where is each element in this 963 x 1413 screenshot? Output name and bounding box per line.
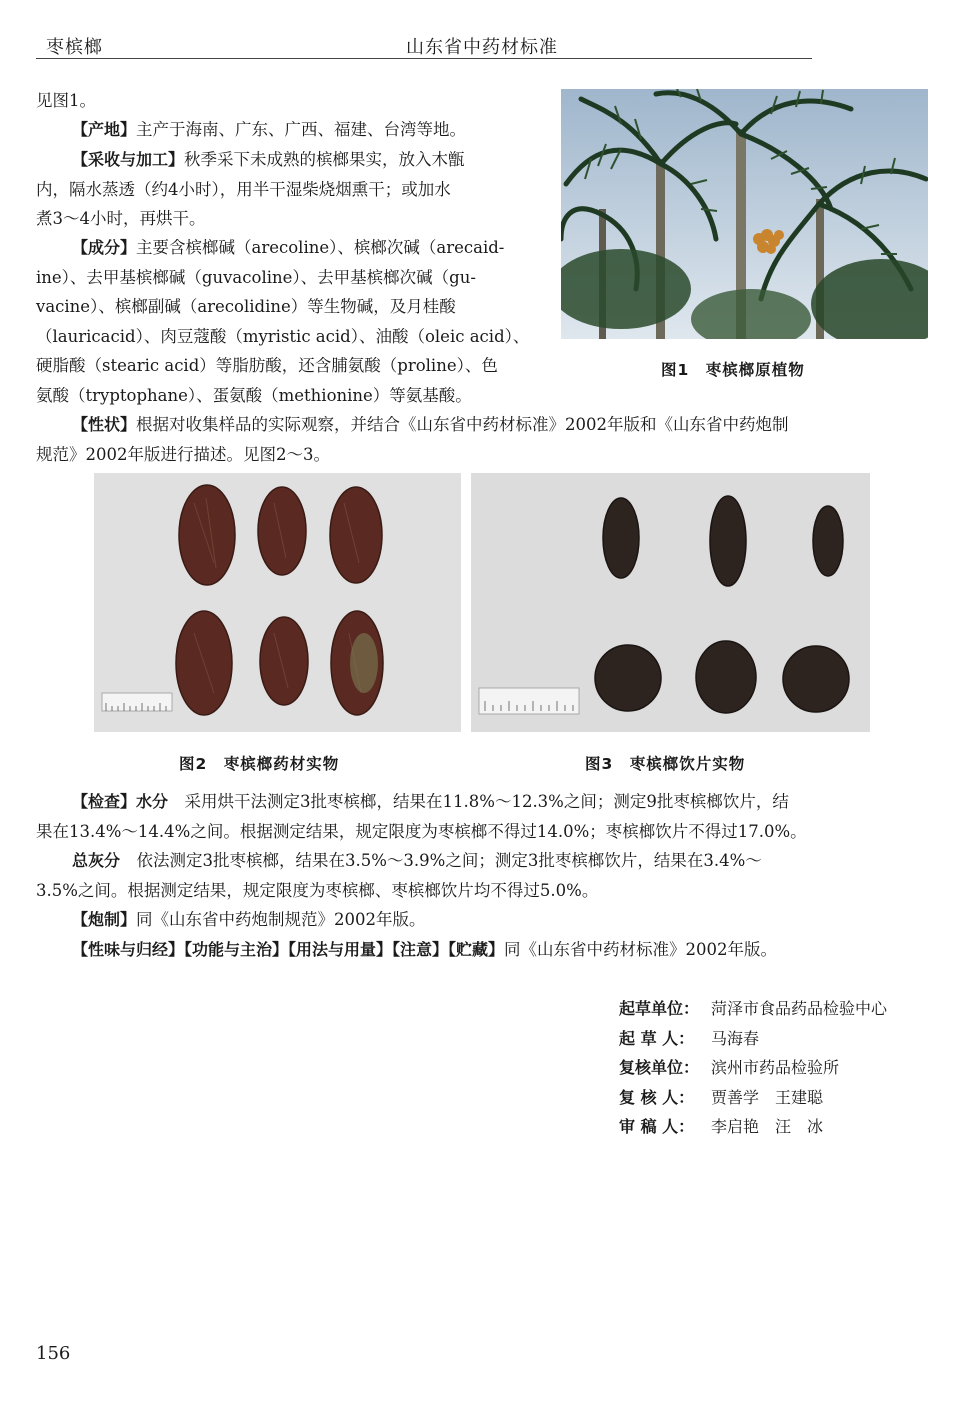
header-rule <box>36 58 812 59</box>
properties-tag: 【性状】 <box>72 415 137 434</box>
header-book-title: 山东省中药材标准 <box>406 37 558 58</box>
harvest-paragraph: 【采收与加工】秋季采下未成熟的槟榔果实，放入木甑 内，隔水蒸透（约4小时），用半干湿柴烧烟熏干；或加水 煮3～4小时，再烘干。 <box>36 150 465 228</box>
header-section-title: 枣槟榔 <box>46 37 103 58</box>
figure-1-photo <box>561 89 928 339</box>
figure-2-caption: 图2 枣槟榔药材实物 <box>179 755 340 773</box>
composition-paragraph: 【成分】主要含槟榔碱（arecoline）、槟榔次碱（arecaid- ine）、去甲基槟榔碱（guvacoline）、去甲基槟榔次碱（gu- vacine）、槟榔副碱（arecolidine）等生物碱，及月桂酸 （lauricacid）、肉豆蔻酸（myristic acid）、油酸（oleic acid）、 硬脂酸（stearic acid）等脂肪酸，还含脯氨酸（proline）、色 氨酸（tryptophane）、蛋氨酸（methionine）等氨基酸。 <box>36 238 530 405</box>
inspection-moisture-paragraph: 【检查】水分 采用烘干法测定3批枣槟榔，结果在11.8%～12.3%之间；测定9批枣槟榔饮片，结 果在13.4%～14.4%之间。根据测定结果，规定限度为枣槟榔不得过14.0%；枣槟榔饮片不得过17.0%。 <box>36 792 807 841</box>
harvest-tag: 【采收与加工】 <box>72 150 185 169</box>
inspection-ash-paragraph: 总灰分 依法测定3批枣槟榔，结果在3.5%～3.9%之间；测定3批枣槟榔饮片，结果在3.4%～ 3.5%之间。根据测定结果，规定限度为枣槟榔、枣槟榔饮片均不得过5.0%。 <box>36 851 762 900</box>
ash-label: 总灰分 <box>72 851 121 870</box>
figure-1-caption: 图1 枣槟榔原植物 <box>661 361 805 379</box>
figure-3-photo <box>471 473 870 732</box>
others-paragraph: 【性味与归经】【功能与主治】【用法与用量】【注意】【贮藏】同《山东省中药材标准》2002年版。 <box>72 940 778 959</box>
signature-row: 复 核 人： 贾善学 王建聪 <box>619 1088 824 1107</box>
signature-row: 复核单位： 滨州市药品检验所 <box>619 1058 840 1077</box>
others-tags: 【性味与归经】【功能与主治】【用法与用量】【注意】【贮藏】 <box>72 940 505 959</box>
figure-3-caption: 图3 枣槟榔饮片实物 <box>585 755 746 773</box>
inspection-tag: 【检查】 <box>72 792 137 811</box>
properties-paragraph: 【性状】根据对收集样品的实际观察，并结合《山东省中药材标准》2002年版和《山东省中药炮制 规范》2002年版进行描述。见图2～3。 <box>36 415 789 464</box>
origin-paragraph: 【产地】主产于海南、广东、广西、福建、台湾等地。 <box>72 120 467 139</box>
decoction-pieces-image <box>471 473 870 732</box>
composition-tag: 【成分】 <box>72 238 137 257</box>
signature-row: 审 稿 人： 李启艳 汪 冰 <box>619 1117 824 1136</box>
signature-row: 起草单位： 菏泽市食品药品检验中心 <box>619 999 888 1018</box>
signature-row: 起 草 人： 马海春 <box>619 1029 760 1048</box>
origin-tag: 【产地】 <box>72 120 137 139</box>
intro-line: 见图1。 <box>36 91 96 110</box>
palm-tree-image <box>561 89 928 339</box>
moisture-label: 水分 <box>136 792 169 811</box>
processing-tag: 【炮制】 <box>72 910 137 929</box>
page-header <box>0 0 963 60</box>
crude-drug-image <box>94 473 461 732</box>
figure-2-photo <box>94 473 461 732</box>
page-number: 156 <box>36 1343 71 1364</box>
processing-paragraph: 【炮制】同《山东省中药炮制规范》2002年版。 <box>72 910 426 929</box>
